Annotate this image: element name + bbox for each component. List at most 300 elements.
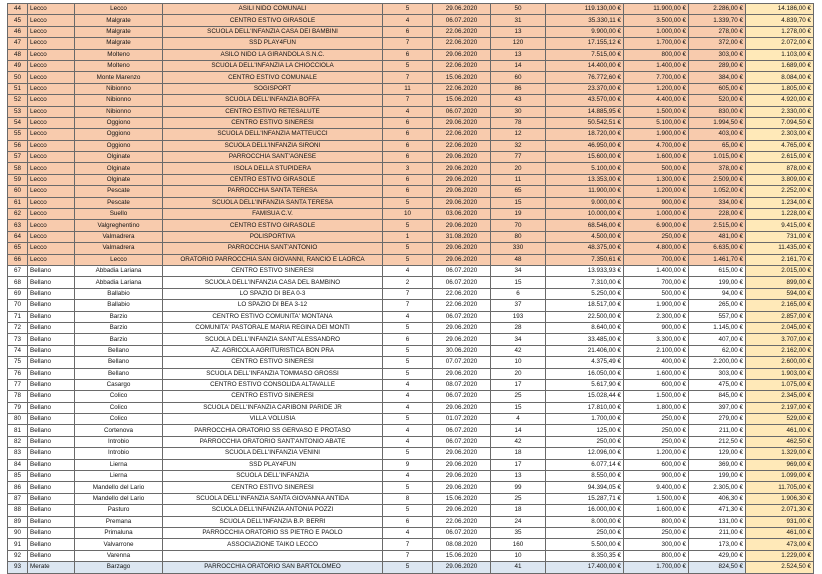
weeks-cell: 7 — [383, 288, 433, 299]
amount-cell: 46.950,00 € — [546, 140, 624, 151]
extra-cell: 378,00 € — [689, 163, 746, 174]
organization-cell: CENTRO ESTIVO SINERESI — [163, 482, 383, 493]
amount-cell: 8.640,00 € — [546, 322, 624, 333]
weeks-cell: 6 — [383, 152, 433, 163]
table-row — [8, 38, 814, 49]
table-row — [8, 72, 814, 83]
organization-cell: CENTRO ESTIVO RETESALUTE — [163, 106, 383, 117]
row-number: 63 — [8, 220, 28, 231]
start-date-cell: 22.06.2020 — [433, 129, 491, 140]
row-number: 47 — [8, 38, 28, 49]
weeks-cell: 6 — [383, 334, 433, 345]
amount-cell: 23.370,00 € — [546, 83, 624, 94]
amount-cell: 18.720,00 € — [546, 129, 624, 140]
row-number: 89 — [8, 516, 28, 527]
contribution-cell: 4.400,00 € — [624, 95, 689, 106]
extra-cell: 406,30 € — [689, 493, 746, 504]
contribution-cell: 4.700,00 € — [624, 140, 689, 151]
start-date-cell: 29.06.2020 — [433, 505, 491, 516]
organization-cell: SCUOLA DELL'INFANZIA B.P. BERRI — [163, 516, 383, 527]
weeks-cell: 7 — [383, 95, 433, 106]
weeks-cell: 4 — [383, 425, 433, 436]
table-row — [8, 60, 814, 71]
start-date-cell: 29.06.2020 — [433, 334, 491, 345]
table-row — [8, 322, 814, 333]
extra-cell: 211,00 € — [689, 425, 746, 436]
organization-cell: ORATORIO PARROCCHIA SAN GIOVANNI, RANCIO E LAORCA — [163, 254, 383, 265]
children-cell: 41 — [491, 562, 546, 573]
weeks-cell: 1 — [383, 231, 433, 242]
district-cell: Bellano — [28, 300, 75, 311]
table-row — [8, 527, 814, 538]
amount-cell: 11.900,00 € — [546, 186, 624, 197]
organization-cell: FAMISUA C.V. — [163, 209, 383, 220]
total-cell: 3.707,00 € — [746, 334, 814, 345]
amount-cell: 4.500,00 € — [546, 231, 624, 242]
start-date-cell: 22.06.2020 — [433, 60, 491, 71]
start-date-cell: 06.07.2020 — [433, 527, 491, 538]
contribution-cell: 250,00 € — [624, 231, 689, 242]
district-cell: Lecco — [28, 4, 75, 15]
table-row — [8, 220, 814, 231]
children-cell: 70 — [491, 220, 546, 231]
contribution-cell: 1.200,00 € — [624, 448, 689, 459]
start-date-cell: 29.06.2020 — [433, 448, 491, 459]
total-cell: 3.809,00 € — [746, 174, 814, 185]
contribution-cell: 11.900,00 € — [624, 4, 689, 15]
district-cell: Lecco — [28, 220, 75, 231]
total-cell: 931,00 € — [746, 516, 814, 527]
total-cell: 2.345,00 € — [746, 391, 814, 402]
organization-cell: LO SPAZIO DI BEA 0-3 — [163, 288, 383, 299]
weeks-cell: 5 — [383, 414, 433, 425]
total-cell: 1.906,30 € — [746, 493, 814, 504]
municipality-cell: Oggiono — [75, 117, 163, 128]
children-cell: 34 — [491, 334, 546, 345]
extra-cell: 2.286,00 € — [689, 4, 746, 15]
district-cell: Bellano — [28, 550, 75, 561]
extra-cell: 2.515,00 € — [689, 220, 746, 231]
row-number: 91 — [8, 539, 28, 550]
extra-cell: 1.015,00 € — [689, 152, 746, 163]
start-date-cell: 22.06.2020 — [433, 38, 491, 49]
contribution-cell: 600,00 € — [624, 379, 689, 390]
organization-cell: CENTRO ESTIVO SINERESI — [163, 391, 383, 402]
table-row — [8, 140, 814, 151]
extra-cell: 403,00 € — [689, 129, 746, 140]
amount-cell: 15.287,71 € — [546, 493, 624, 504]
total-cell: 2.072,00 € — [746, 38, 814, 49]
row-number: 62 — [8, 209, 28, 220]
municipality-cell: Valvarrone — [75, 539, 163, 550]
total-cell: 2.045,00 € — [746, 322, 814, 333]
amount-cell: 76.772,60 € — [546, 72, 624, 83]
extra-cell: 212,50 € — [689, 436, 746, 447]
table-row — [8, 277, 814, 288]
children-cell: 17 — [491, 379, 546, 390]
row-number: 64 — [8, 231, 28, 242]
weeks-cell: 6 — [383, 26, 433, 37]
district-cell: Lecco — [28, 106, 75, 117]
children-cell: 50 — [491, 4, 546, 15]
weeks-cell: 6 — [383, 516, 433, 527]
organization-cell: PARROCCHIA SANTA TERESA — [163, 186, 383, 197]
total-cell: 2.161,70 € — [746, 254, 814, 265]
amount-cell: 250,00 € — [546, 527, 624, 538]
start-date-cell: 15.06.2020 — [433, 72, 491, 83]
row-number: 87 — [8, 493, 28, 504]
row-number: 74 — [8, 345, 28, 356]
row-number: 86 — [8, 482, 28, 493]
contribution-cell: 3.300,00 € — [624, 334, 689, 345]
start-date-cell: 29.06.2020 — [433, 174, 491, 185]
municipality-cell: Varenna — [75, 550, 163, 561]
extra-cell: 615,00 € — [689, 265, 746, 276]
weeks-cell: 5 — [383, 562, 433, 573]
amount-cell: 68.546,00 € — [546, 220, 624, 231]
total-cell: 1.075,00 € — [746, 379, 814, 390]
children-cell: 34 — [491, 265, 546, 276]
children-cell: 30 — [491, 106, 546, 117]
table-row — [8, 15, 814, 26]
amount-cell: 13.353,00 € — [546, 174, 624, 185]
district-cell: Bellano — [28, 322, 75, 333]
total-cell: 594,00 € — [746, 288, 814, 299]
weeks-cell: 5 — [383, 368, 433, 379]
contribution-cell: 1.500,00 € — [624, 493, 689, 504]
district-cell: Bellano — [28, 265, 75, 276]
amount-cell: 15.600,00 € — [546, 152, 624, 163]
district-cell: Bellano — [28, 436, 75, 447]
start-date-cell: 30.06.2020 — [433, 345, 491, 356]
district-cell: Lecco — [28, 163, 75, 174]
extra-cell: 278,00 € — [689, 26, 746, 37]
total-cell: 969,00 € — [746, 459, 814, 470]
municipality-cell: Nibionno — [75, 106, 163, 117]
children-cell: 32 — [491, 140, 546, 151]
contribution-cell: 6.900,00 € — [624, 220, 689, 231]
total-cell: 2.197,00 € — [746, 402, 814, 413]
start-date-cell: 03.06.2020 — [433, 209, 491, 220]
organization-cell: SSD PLAY4FUN — [163, 38, 383, 49]
weeks-cell: 7 — [383, 550, 433, 561]
children-cell: 15 — [491, 197, 546, 208]
contribution-cell: 250,00 € — [624, 425, 689, 436]
children-cell: 18 — [491, 505, 546, 516]
organization-cell: SCUOLA DELL'INFANZIA BOFFA — [163, 95, 383, 106]
amount-cell: 9.900,00 € — [546, 26, 624, 37]
weeks-cell: 5 — [383, 482, 433, 493]
district-cell: Bellano — [28, 414, 75, 425]
total-cell: 1.234,00 € — [746, 197, 814, 208]
total-cell: 8.084,00 € — [746, 72, 814, 83]
amount-cell: 22.500,00 € — [546, 311, 624, 322]
amount-cell: 7.310,00 € — [546, 277, 624, 288]
table-row — [8, 436, 814, 447]
organization-cell: SCUOLA DELL'INFANZIA LA CHIOCCIOLA — [163, 60, 383, 71]
organization-cell: CENTRO ESTIVO GIRASOLE — [163, 15, 383, 26]
municipality-cell: Olginate — [75, 152, 163, 163]
start-date-cell: 29.06.2020 — [433, 402, 491, 413]
children-cell: 193 — [491, 311, 546, 322]
row-number: 93 — [8, 562, 28, 573]
children-cell: 12 — [491, 129, 546, 140]
table-row — [8, 265, 814, 276]
total-cell: 2.303,00 € — [746, 129, 814, 140]
table-row — [8, 482, 814, 493]
contribution-cell: 500,00 € — [624, 163, 689, 174]
organization-cell: COMUNITA' PASTORALE MARIA REGINA DEI MONTI — [163, 322, 383, 333]
contribution-cell: 1.400,00 € — [624, 60, 689, 71]
amount-cell: 9.000,00 € — [546, 197, 624, 208]
contribution-cell: 250,00 € — [624, 527, 689, 538]
total-cell: 1.329,00 € — [746, 448, 814, 459]
weeks-cell: 4 — [383, 311, 433, 322]
start-date-cell: 29.06.2020 — [433, 482, 491, 493]
organization-cell: ASILI NIDO COMUNALI — [163, 4, 383, 15]
start-date-cell: 06.07.2020 — [433, 15, 491, 26]
start-date-cell: 01.07.2020 — [433, 414, 491, 425]
table-row — [8, 539, 814, 550]
organization-cell: PARROCCHIA SANT'ANTONIO — [163, 243, 383, 254]
row-number: 82 — [8, 436, 28, 447]
weeks-cell: 9 — [383, 459, 433, 470]
children-cell: 330 — [491, 243, 546, 254]
municipality-cell: Abbadia Lariana — [75, 265, 163, 276]
municipality-cell: Bellano — [75, 357, 163, 368]
extra-cell: 303,00 € — [689, 49, 746, 60]
organization-cell: CENTRO ESTIVO CONSOLIDA ALTAVALLE — [163, 379, 383, 390]
amount-cell: 125,00 € — [546, 425, 624, 436]
table-row — [8, 448, 814, 459]
amount-cell: 13.933,93 € — [546, 265, 624, 276]
children-cell: 65 — [491, 186, 546, 197]
district-cell: Bellano — [28, 459, 75, 470]
start-date-cell: 06.07.2020 — [433, 311, 491, 322]
organization-cell: CENTRO ESTIVO COMUNALE — [163, 72, 383, 83]
weeks-cell: 5 — [383, 4, 433, 15]
total-cell: 2.015,00 € — [746, 265, 814, 276]
district-cell: Bellano — [28, 357, 75, 368]
children-cell: 35 — [491, 527, 546, 538]
district-cell: Merate — [28, 562, 75, 573]
municipality-cell: Valgreghentino — [75, 220, 163, 231]
extra-cell: 279,00 € — [689, 414, 746, 425]
district-cell: Lecco — [28, 140, 75, 151]
total-cell: 1.278,00 € — [746, 26, 814, 37]
weeks-cell: 4 — [383, 379, 433, 390]
row-number: 90 — [8, 527, 28, 538]
municipality-cell: Casargo — [75, 379, 163, 390]
weeks-cell: 8 — [383, 493, 433, 504]
municipality-cell: Bellano — [75, 368, 163, 379]
row-number: 80 — [8, 414, 28, 425]
start-date-cell: 29.06.2020 — [433, 4, 491, 15]
children-cell: 42 — [491, 345, 546, 356]
children-cell: 60 — [491, 72, 546, 83]
municipality-cell: Colico — [75, 391, 163, 402]
total-cell: 462,50 € — [746, 436, 814, 447]
district-cell: Bellano — [28, 493, 75, 504]
extra-cell: 407,00 € — [689, 334, 746, 345]
district-cell: Lecco — [28, 186, 75, 197]
extra-cell: 372,00 € — [689, 38, 746, 49]
amount-cell: 17.810,00 € — [546, 402, 624, 413]
children-cell: 11 — [491, 174, 546, 185]
district-cell: Lecco — [28, 72, 75, 83]
total-cell: 878,00 € — [746, 163, 814, 174]
extra-cell: 384,00 € — [689, 72, 746, 83]
municipality-cell: Pescate — [75, 186, 163, 197]
table-row — [8, 493, 814, 504]
children-cell: 160 — [491, 539, 546, 550]
organization-cell: SCUOLA DELL'INFANZIA — [163, 471, 383, 482]
weeks-cell: 4 — [383, 402, 433, 413]
organization-cell: ASILO NIDO LA GIRANDOLA S.N.C. — [163, 49, 383, 60]
municipality-cell: Mandello del Lario — [75, 493, 163, 504]
amount-cell: 15.028,44 € — [546, 391, 624, 402]
total-cell: 1.229,00 € — [746, 550, 814, 561]
start-date-cell: 31.08.2020 — [433, 231, 491, 242]
table-row — [8, 26, 814, 37]
start-date-cell: 22.06.2020 — [433, 83, 491, 94]
amount-cell: 33.485,00 € — [546, 334, 624, 345]
district-cell: Bellano — [28, 505, 75, 516]
contribution-cell: 800,00 € — [624, 550, 689, 561]
row-number: 59 — [8, 174, 28, 185]
amount-cell: 8.550,00 € — [546, 471, 624, 482]
weeks-cell: 5 — [383, 505, 433, 516]
table-row — [8, 471, 814, 482]
row-number: 50 — [8, 72, 28, 83]
municipality-cell: Ballabio — [75, 300, 163, 311]
start-date-cell: 06.07.2020 — [433, 265, 491, 276]
start-date-cell: 15.06.2020 — [433, 493, 491, 504]
extra-cell: 211,00 € — [689, 527, 746, 538]
contribution-cell: 800,00 € — [624, 49, 689, 60]
table-row — [8, 4, 814, 15]
contribution-cell: 700,00 € — [624, 277, 689, 288]
row-number: 61 — [8, 197, 28, 208]
municipality-cell: Malgrate — [75, 38, 163, 49]
amount-cell: 8.350,35 € — [546, 550, 624, 561]
children-cell: 31 — [491, 15, 546, 26]
table-row — [8, 106, 814, 117]
weeks-cell: 4 — [383, 391, 433, 402]
weeks-cell: 4 — [383, 527, 433, 538]
children-cell: 15 — [491, 277, 546, 288]
extra-cell: 228,00 € — [689, 209, 746, 220]
municipality-cell: Suello — [75, 209, 163, 220]
total-cell: 2.524,50 € — [746, 562, 814, 573]
extra-cell: 265,00 € — [689, 300, 746, 311]
summer-camp-funding-table — [7, 3, 814, 574]
amount-cell: 16.050,00 € — [546, 368, 624, 379]
municipality-cell: Introbio — [75, 436, 163, 447]
contribution-cell: 7.700,00 € — [624, 72, 689, 83]
organization-cell: SCUOLA DELL'INFANZIA SIRONI — [163, 140, 383, 151]
weeks-cell: 6 — [383, 129, 433, 140]
amount-cell: 6.077,14 € — [546, 459, 624, 470]
contribution-cell: 1.000,00 € — [624, 209, 689, 220]
children-cell: 6 — [491, 288, 546, 299]
amount-cell: 21.406,00 € — [546, 345, 624, 356]
contribution-cell: 1.900,00 € — [624, 129, 689, 140]
extra-cell: 2.200,00 € — [689, 357, 746, 368]
children-cell: 10 — [491, 550, 546, 561]
district-cell: Lecco — [28, 129, 75, 140]
extra-cell: 129,00 € — [689, 448, 746, 459]
extra-cell: 1.461,70 € — [689, 254, 746, 265]
amount-cell: 18.517,00 € — [546, 300, 624, 311]
organization-cell: SCUOLA DELL'INFANZIA CASA DEL BAMBINO — [163, 277, 383, 288]
extra-cell: 2.305,00 € — [689, 482, 746, 493]
start-date-cell: 15.06.2020 — [433, 550, 491, 561]
amount-cell: 17.155,12 € — [546, 38, 624, 49]
contribution-cell: 1.700,00 € — [624, 38, 689, 49]
row-number: 84 — [8, 459, 28, 470]
municipality-cell: Lecco — [75, 254, 163, 265]
total-cell: 9.415,00 € — [746, 220, 814, 231]
organization-cell: PARROCCHIA ORATORIO SS GERVASO E PROTASO — [163, 425, 383, 436]
row-number: 76 — [8, 368, 28, 379]
extra-cell: 471,30 € — [689, 505, 746, 516]
table-row — [8, 95, 814, 106]
row-number: 72 — [8, 322, 28, 333]
row-number: 53 — [8, 106, 28, 117]
start-date-cell: 06.07.2020 — [433, 391, 491, 402]
municipality-cell: Premana — [75, 516, 163, 527]
organization-cell: ISOLA DELLA STUPIDERA — [163, 163, 383, 174]
row-number: 49 — [8, 60, 28, 71]
weeks-cell: 7 — [383, 72, 433, 83]
contribution-cell: 250,00 € — [624, 414, 689, 425]
table-row — [8, 311, 814, 322]
district-cell: Lecco — [28, 26, 75, 37]
row-number: 69 — [8, 288, 28, 299]
municipality-cell: Cortenova — [75, 425, 163, 436]
row-number: 79 — [8, 402, 28, 413]
contribution-cell: 700,00 € — [624, 254, 689, 265]
amount-cell: 4.375,49 € — [546, 357, 624, 368]
municipality-cell: Lierna — [75, 471, 163, 482]
children-cell: 86 — [491, 83, 546, 94]
weeks-cell: 6 — [383, 186, 433, 197]
weeks-cell: 7 — [383, 539, 433, 550]
amount-cell: 7.350,61 € — [546, 254, 624, 265]
district-cell: Lecco — [28, 95, 75, 106]
row-number: 44 — [8, 4, 28, 15]
district-cell: Bellano — [28, 288, 75, 299]
organization-cell: CENTRO ESTIVO COMUNITA' MONTANA — [163, 311, 383, 322]
start-date-cell: 06.07.2020 — [433, 436, 491, 447]
children-cell: 78 — [491, 117, 546, 128]
district-cell: Bellano — [28, 277, 75, 288]
extra-cell: 1.994,50 € — [689, 117, 746, 128]
amount-cell: 250,00 € — [546, 436, 624, 447]
start-date-cell: 08.08.2020 — [433, 539, 491, 550]
table-row — [8, 425, 814, 436]
contribution-cell: 1.800,00 € — [624, 402, 689, 413]
organization-cell: SCUOLA DELL'INFANZIA VENINI — [163, 448, 383, 459]
weeks-cell: 4 — [383, 471, 433, 482]
extra-cell: 475,00 € — [689, 379, 746, 390]
amount-cell: 7.515,00 € — [546, 49, 624, 60]
district-cell: Lecco — [28, 197, 75, 208]
total-cell: 731,00 € — [746, 231, 814, 242]
total-cell: 1.228,00 € — [746, 209, 814, 220]
contribution-cell: 800,00 € — [624, 516, 689, 527]
